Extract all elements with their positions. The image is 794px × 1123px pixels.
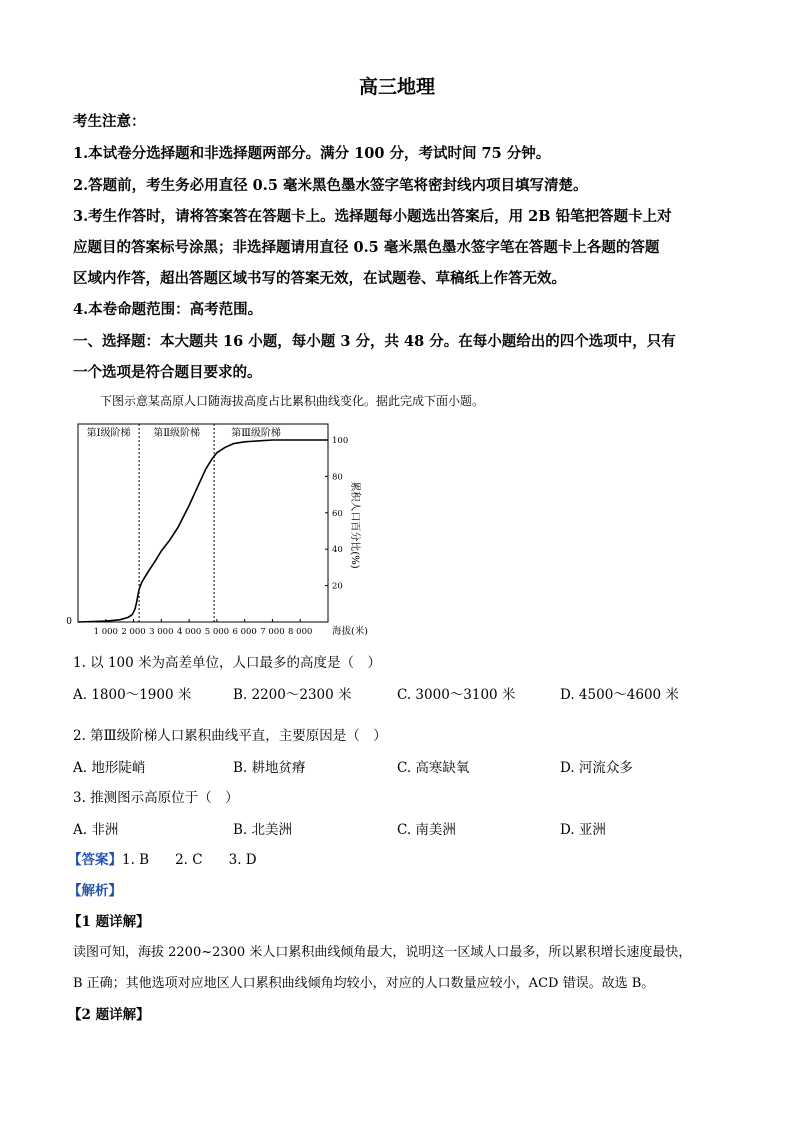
- section-heading-line-1: 一、选择题：本大题共 16 小题，每小题 3 分，共 48 分。在每小题给出的四个选项中，只有: [73, 333, 676, 350]
- question-1-option-c: C. 3000～3100 米: [397, 687, 516, 703]
- figure-intro: 下图示意某高原人口随海拔高度占比累积曲线变化。据此完成下面小题。: [100, 394, 485, 408]
- page-title: 高三地理: [358, 76, 435, 98]
- notice-line-6: 4.本卷命题范围：高考范围。: [73, 301, 263, 318]
- question-2-option-c: C. 高寒缺氧: [397, 760, 470, 776]
- question-1-option-b: B. 2200～2300 米: [233, 687, 352, 703]
- question-3-option-a: A. 非洲: [73, 822, 119, 838]
- question-2-option-b: B. 耕地贫瘠: [233, 760, 306, 776]
- section-heading-line-2: 一个选项是符合题目要求的。: [73, 364, 262, 381]
- y-tick-label: 80: [332, 472, 343, 483]
- y-tick-label: 60: [332, 508, 343, 519]
- question-2-option-a: A. 地形陡峭: [73, 760, 146, 776]
- x-tick-label: 4 000: [176, 627, 202, 637]
- question-3-option-d: D. 亚洲: [560, 822, 606, 838]
- x-tick-label: 3 000: [149, 627, 174, 637]
- x-tick-label: 7 000: [260, 627, 285, 637]
- x-axis-label: 海拔(米): [332, 626, 368, 637]
- question-3-stem: 3. 推测图示高原位于（ ）: [73, 790, 239, 806]
- zone-label: 第Ⅰ级阶梯: [86, 428, 131, 439]
- y-axis-label: 累积人口百分比(%): [349, 481, 360, 569]
- x-tick-label: 8 000: [288, 627, 313, 637]
- x-tick-label: 6 000: [232, 627, 257, 637]
- question-2-option-d: D. 河流众多: [560, 760, 633, 776]
- cumulative-population-line: [78, 440, 328, 622]
- notice-heading: 考生注意：: [73, 113, 146, 130]
- question-1-option-d: D. 4500～4600 米: [560, 687, 679, 703]
- x-tick-label: 5 000: [204, 627, 230, 637]
- analysis-label: 【解析】: [68, 883, 122, 899]
- answer-item-1: 1. B: [122, 852, 150, 868]
- answer-row: [68, 848, 283, 868]
- y-tick-label: 20: [332, 581, 343, 592]
- notice-line-4: 应题目的答案标号涂黑；非选择题请用直径 0.5 毫米黑色墨水签字笔在答题卡上各题的答题: [73, 239, 660, 256]
- x-tick-label: 2 000: [121, 627, 146, 637]
- q1-detail-line-1: 读图可知，海拔 2200~2300 米人口累积曲线倾角最大，说明这一区域人口最多，所以累积增长速度最快，: [73, 945, 692, 960]
- q1-detail-heading: 【1 题详解】: [68, 914, 150, 930]
- notice-line-5: 区域内作答，超出答题区域书写的答案无效，在试题卷、草稿纸上作答无效。: [73, 270, 566, 287]
- zone-label: 第Ⅲ级阶梯: [231, 428, 281, 439]
- notice-line-3: 3.考生作答时，请将答案答在答题卡上。选择题每小题选出答案后，用 2B 铅笔把答题卡上对: [73, 208, 672, 225]
- answer-item-3: 3. D: [228, 852, 257, 868]
- q2-detail-heading: 【2 题详解】: [68, 1007, 150, 1023]
- answer-item-2: 2. C: [175, 852, 203, 868]
- notice-line-2: 2.答题前，考生务必用直径 0.5 毫米黑色墨水签字笔将密封线内项目填写清楚。: [73, 177, 588, 194]
- answer-label: 【答案】: [68, 852, 122, 868]
- plot-frame: [78, 424, 328, 622]
- question-3-option-b: B. 北美洲: [233, 822, 293, 838]
- question-3-option-c: C. 南美洲: [397, 822, 456, 838]
- question-1-option-a: A. 1800～1900 米: [73, 687, 192, 703]
- notice-line-1: 1.本试卷分选择题和非选择题两部分。满分 100 分，考试时间 75 分钟。: [73, 145, 551, 162]
- question-2-stem: 2. 第Ⅲ级阶梯人口累积曲线平直，主要原因是（ ）: [73, 728, 387, 744]
- x-tick-label: 1 000: [93, 627, 118, 637]
- origin-label: 0: [66, 617, 72, 627]
- zone-label: 第Ⅱ级阶梯: [153, 428, 201, 439]
- y-tick-label: 40: [332, 545, 343, 556]
- y-tick-label: 100: [332, 436, 349, 446]
- q1-detail-line-2: B 正确；其他选项对应地区人口累积曲线倾角均较小，对应的人口数量应较小，ACD 错误。故选 B。: [73, 976, 655, 991]
- question-1-stem: 1. 以 100 米为高差单位，人口最多的高度是（ ）: [73, 655, 382, 671]
- cumulative-population-chart: [66, 418, 400, 638]
